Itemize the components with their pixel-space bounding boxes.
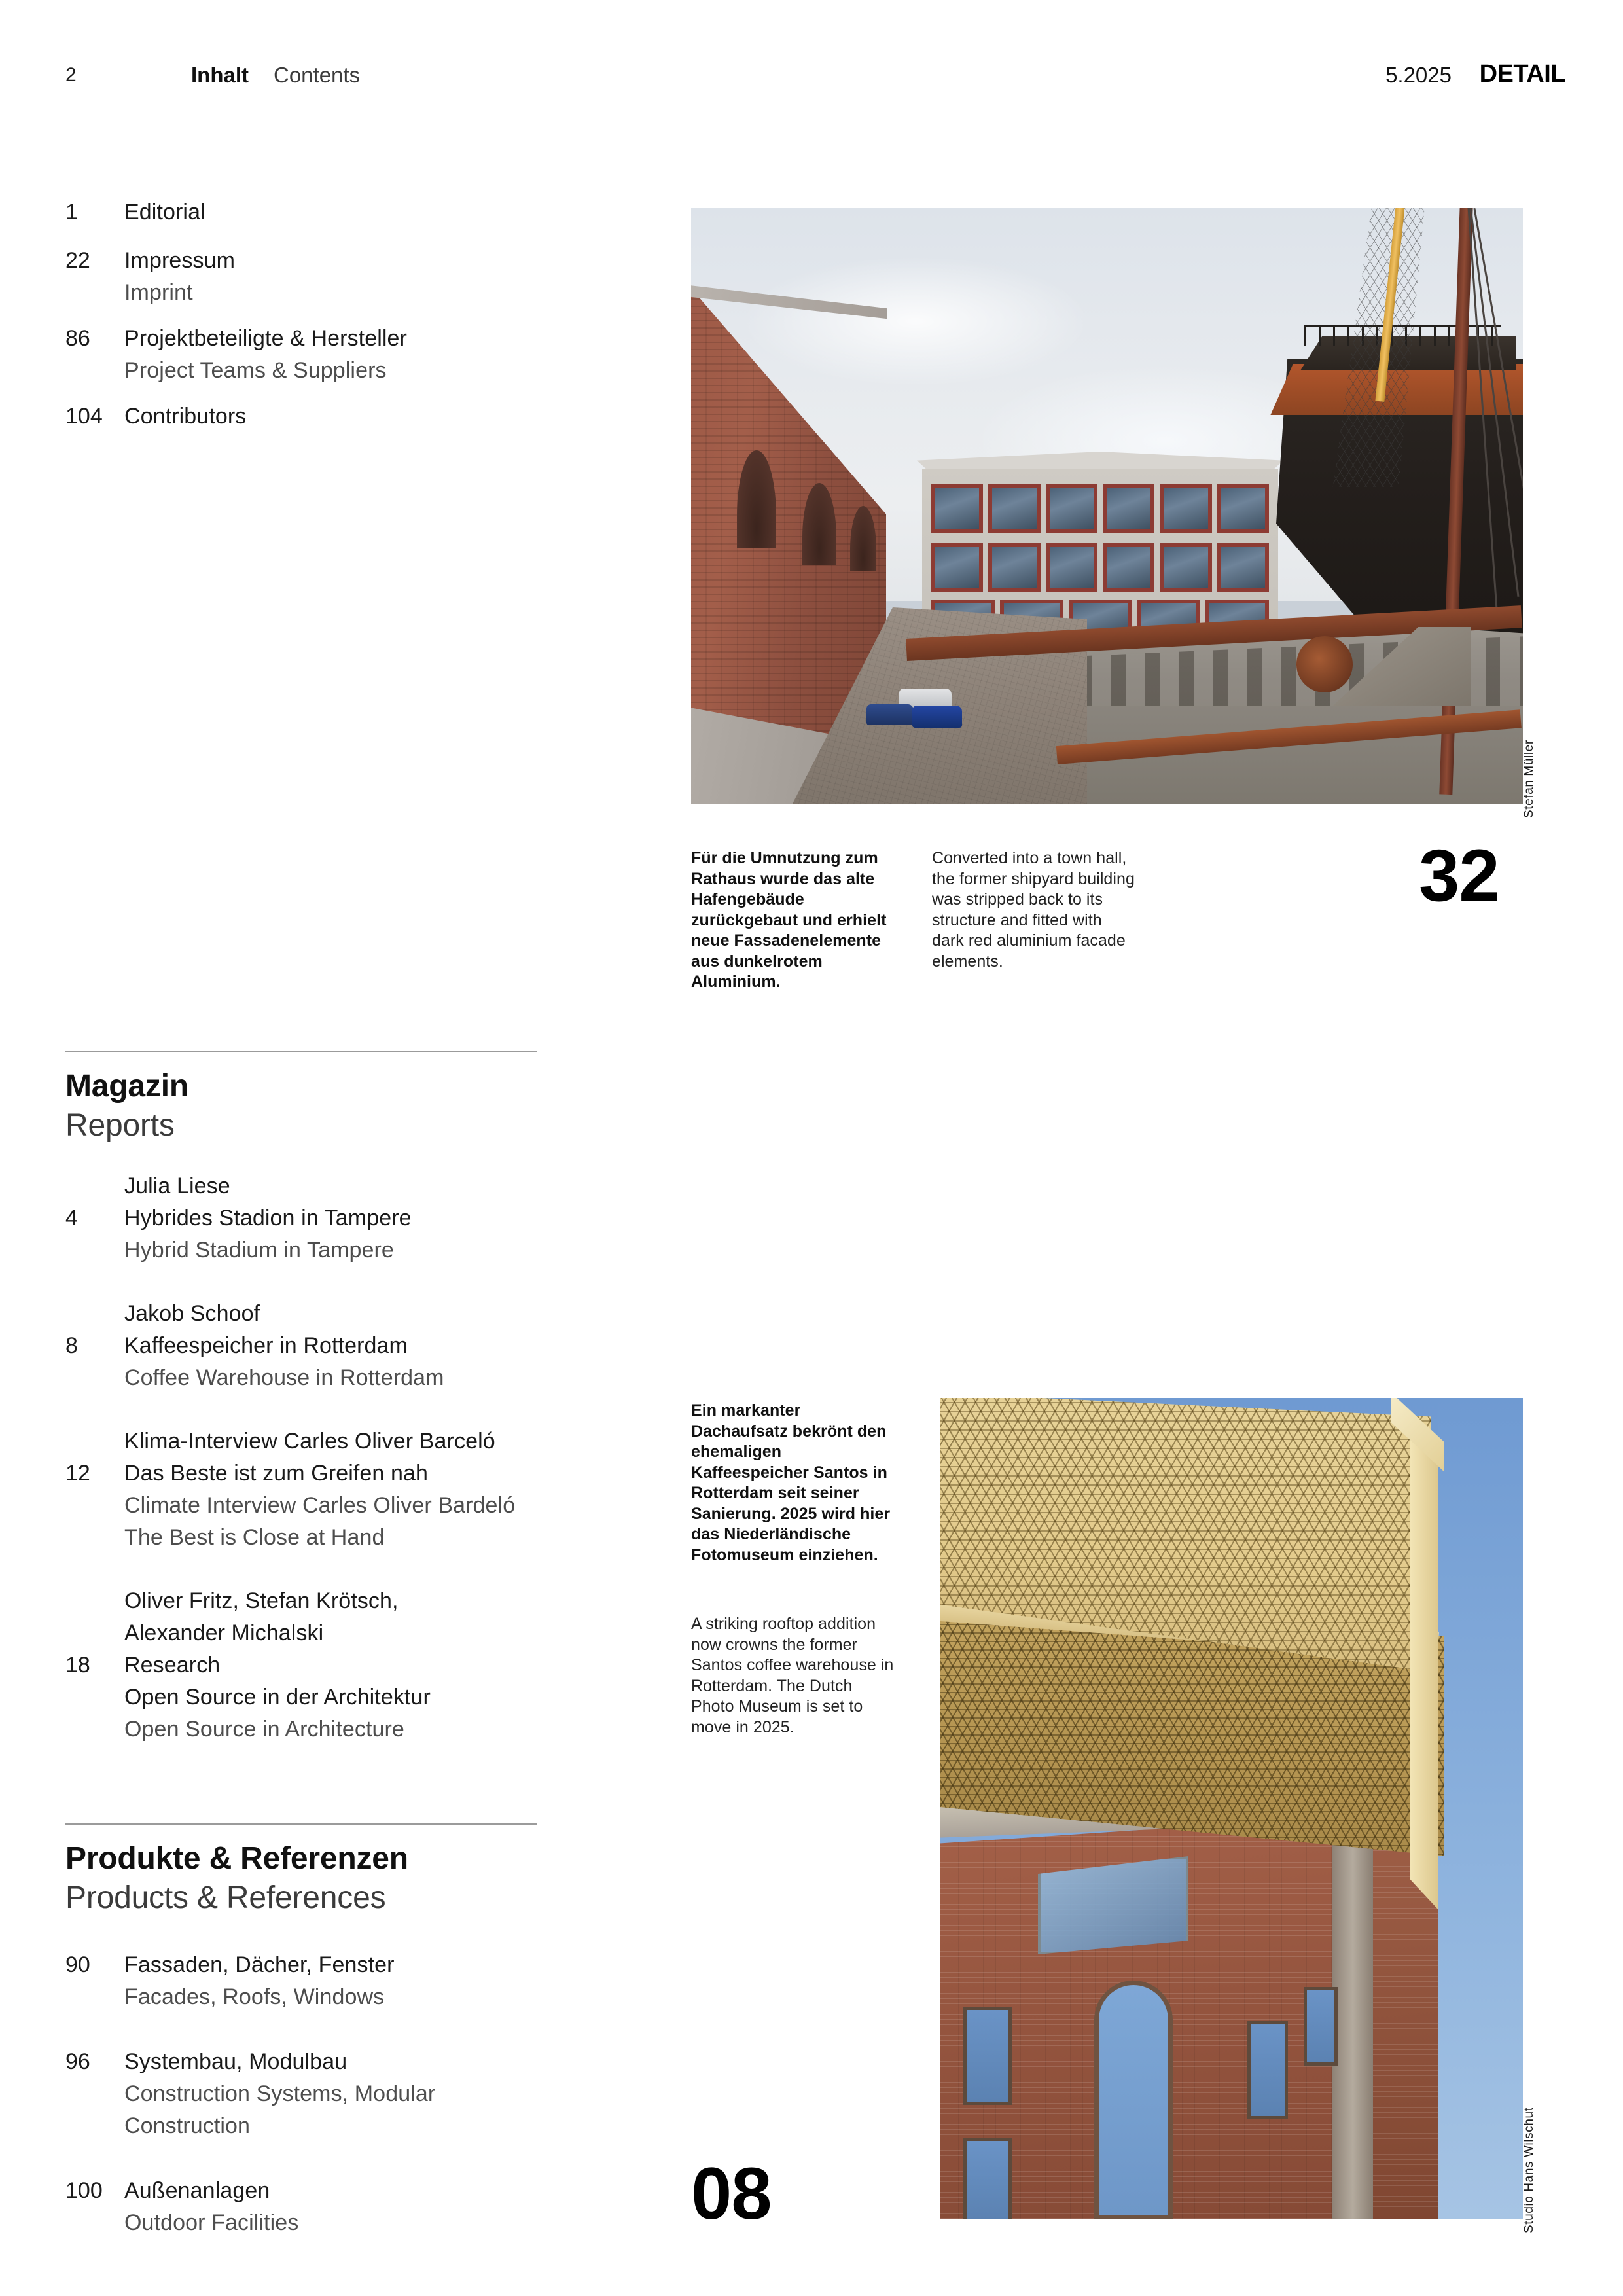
entry-title-english: Open Source in Architecture xyxy=(124,1717,404,1742)
section-title-english: Products & References xyxy=(65,1880,386,1915)
entry-page-number: 8 xyxy=(65,1333,78,1358)
entry-body xyxy=(124,2175,563,2239)
red-aluminium-window xyxy=(931,543,983,592)
front-matter-list xyxy=(65,196,563,452)
red-aluminium-window xyxy=(1103,543,1154,592)
toc-entry[interactable] xyxy=(65,1585,563,1746)
entry-title-german-2: Open Source in der Architektur xyxy=(124,1685,431,1710)
entry-title-german: Hybrides Stadion in Tampere xyxy=(124,1206,412,1230)
entry-title-german: Fassaden, Dächer, Fenster xyxy=(124,1952,395,1977)
entry-title-german: Kaffeespeicher in Rotterdam xyxy=(124,1333,408,1358)
figure-caption-english-harbour: Converted into a town hall, the former shipyard building was stripped back to its structure and fitted with dark red aluminium facade elements. xyxy=(932,849,1135,971)
entry-body xyxy=(124,2046,563,2142)
entry-body xyxy=(124,1949,563,2013)
photo-credit-santos: Studio Hans Wilschut xyxy=(1522,2107,1536,2233)
toc-entry[interactable] xyxy=(65,401,563,433)
entry-title-english: Outdoor Facilities xyxy=(124,2210,299,2235)
entry-page-number: 104 xyxy=(65,404,103,429)
entry-body xyxy=(124,323,563,387)
entry-author: Oliver Fritz, Stefan Krötsch, xyxy=(124,1588,399,1613)
window-row xyxy=(931,484,1269,533)
red-aluminium-window xyxy=(988,543,1040,592)
entry-title-english-2: The Best is Close at Hand xyxy=(124,1525,385,1550)
toc-entry[interactable] xyxy=(65,2046,563,2142)
entry-body xyxy=(124,196,563,228)
red-aluminium-window xyxy=(1103,484,1154,533)
entry-page-number: 4 xyxy=(65,1206,78,1230)
red-aluminium-window xyxy=(1160,484,1211,533)
red-aluminium-window xyxy=(1160,543,1211,592)
gold-volume-edge xyxy=(1410,1398,1438,1910)
entry-title-german: Projektbeteiligte & Hersteller xyxy=(124,326,407,351)
entry-title-english: Climate Interview Carles Oliver Bardeló xyxy=(124,1493,516,1518)
red-aluminium-window xyxy=(1046,543,1097,592)
entry-page-number: 1 xyxy=(65,200,78,224)
toc-entry[interactable] xyxy=(65,196,563,228)
figure-page-number-santos: 08 xyxy=(691,2153,772,2234)
entry-body xyxy=(124,401,563,433)
figure-caption-german-santos: Ein markanter Dachaufsatz bekrönt den ehemaligen Kaffeespeicher Santos in Rotterdam seit seiner Sanierung. 2025 wird hier das Niederländische Fotomuseum einziehen. xyxy=(691,1401,891,1564)
page-header xyxy=(0,0,1623,118)
rectangular-window xyxy=(963,2138,1012,2219)
entry-page-number: 96 xyxy=(65,2049,90,2074)
arched-window xyxy=(1094,1981,1173,2219)
entry-title-english-2: Construction xyxy=(124,2113,251,2138)
entry-body xyxy=(124,245,563,309)
entry-title-german: Impressum xyxy=(124,248,236,273)
entry-title-english: Hybrid Stadium in Tampere xyxy=(124,1238,394,1263)
toc-entry[interactable] xyxy=(65,1426,563,1554)
red-aluminium-window xyxy=(931,484,983,533)
slipway-wheel xyxy=(1296,636,1353,692)
figure-caption-english-santos: A striking rooftop addition now crowns the former Santos coffee warehouse in Rotterdam. The Dutch Photo Museum is set to move in 2025. xyxy=(691,1615,894,1736)
toc-entry[interactable] xyxy=(65,245,563,309)
entry-title-german: Research xyxy=(124,1653,221,1677)
entry-title-german: Das Beste ist zum Greifen nah xyxy=(124,1461,428,1486)
entry-author: Klima-Interview Carles Oliver Barceló xyxy=(124,1429,495,1454)
entry-title-english: Coffee Warehouse in Rotterdam xyxy=(124,1365,444,1390)
toc-entry[interactable] xyxy=(65,1949,563,2013)
entry-title-german: Editorial xyxy=(124,200,205,224)
entry-author: Jakob Schoof xyxy=(124,1301,260,1326)
entry-author: Julia Liese xyxy=(124,1174,230,1198)
entry-author-2: Alexander Michalski xyxy=(124,1621,324,1645)
entry-page-number: 100 xyxy=(65,2178,103,2203)
red-aluminium-window xyxy=(1046,484,1097,533)
photo-credit-harbour: Stefan Müller xyxy=(1522,740,1536,818)
section-title-english: Reports xyxy=(65,1108,175,1143)
entry-body xyxy=(124,1170,563,1266)
red-aluminium-window xyxy=(988,484,1040,533)
figure-harbour-town-hall-photo xyxy=(691,208,1523,804)
toc-entry[interactable] xyxy=(65,1298,563,1394)
entry-body xyxy=(124,1585,563,1746)
rectangular-window xyxy=(1247,2021,1288,2119)
page-title-german: Inhalt xyxy=(191,63,249,87)
page-title-english: Contents xyxy=(274,63,361,87)
entry-title-german: Außenanlagen xyxy=(124,2178,270,2203)
entry-page-number: 18 xyxy=(65,1653,90,1677)
issue-number: 5.2025 xyxy=(1385,63,1452,87)
entry-title-english: Construction Systems, Modular xyxy=(124,2081,436,2106)
entry-title-english: Project Teams & Suppliers xyxy=(124,358,387,383)
entry-body xyxy=(124,1298,563,1394)
entry-title-german: Contributors xyxy=(124,404,247,429)
stone-pilaster xyxy=(1332,1817,1373,2219)
page-folio: 2 xyxy=(65,64,77,86)
figure-santos-warehouse-photo xyxy=(940,1398,1523,2219)
entry-title-english: Imprint xyxy=(124,280,193,305)
figure-page-number-harbour: 32 xyxy=(1419,834,1499,916)
section-divider xyxy=(65,1051,537,1052)
section-produkte-referenzen xyxy=(65,1823,563,2259)
figure-caption-german-harbour: Für die Umnutzung zum Rathaus wurde das alte Hafengebäude zurückgebaut und erhielt neue Fassadenelemente aus dunkelrotem Aluminium. xyxy=(691,849,887,991)
parked-car xyxy=(912,706,962,728)
rectangular-window xyxy=(1304,1987,1338,2066)
building-facade xyxy=(922,469,1278,637)
section-title-german: Magazin xyxy=(65,1069,188,1103)
toc-entry[interactable] xyxy=(65,2175,563,2239)
entry-title-german: Systembau, Modulbau xyxy=(124,2049,348,2074)
entry-page-number: 86 xyxy=(65,326,90,351)
entry-title-english: Facades, Roofs, Windows xyxy=(124,1984,385,2009)
section-divider xyxy=(65,1823,537,1825)
section-title-german: Produkte & Referenzen xyxy=(65,1841,408,1876)
red-aluminium-window xyxy=(1217,484,1269,533)
entry-body xyxy=(124,1426,563,1554)
entry-page-number: 12 xyxy=(65,1461,90,1486)
window-row xyxy=(931,543,1269,592)
parked-car xyxy=(866,704,914,725)
toc-entry[interactable] xyxy=(65,323,563,387)
section-magazin xyxy=(65,1051,563,1765)
toc-entry[interactable] xyxy=(65,1170,563,1266)
red-aluminium-window xyxy=(1217,543,1269,592)
sky-area xyxy=(1438,1398,1523,2219)
entry-page-number: 22 xyxy=(65,248,90,273)
magazine-logo: DETAIL xyxy=(1479,60,1565,88)
rectangular-window xyxy=(963,2007,1012,2105)
entry-page-number: 90 xyxy=(65,1952,90,1977)
